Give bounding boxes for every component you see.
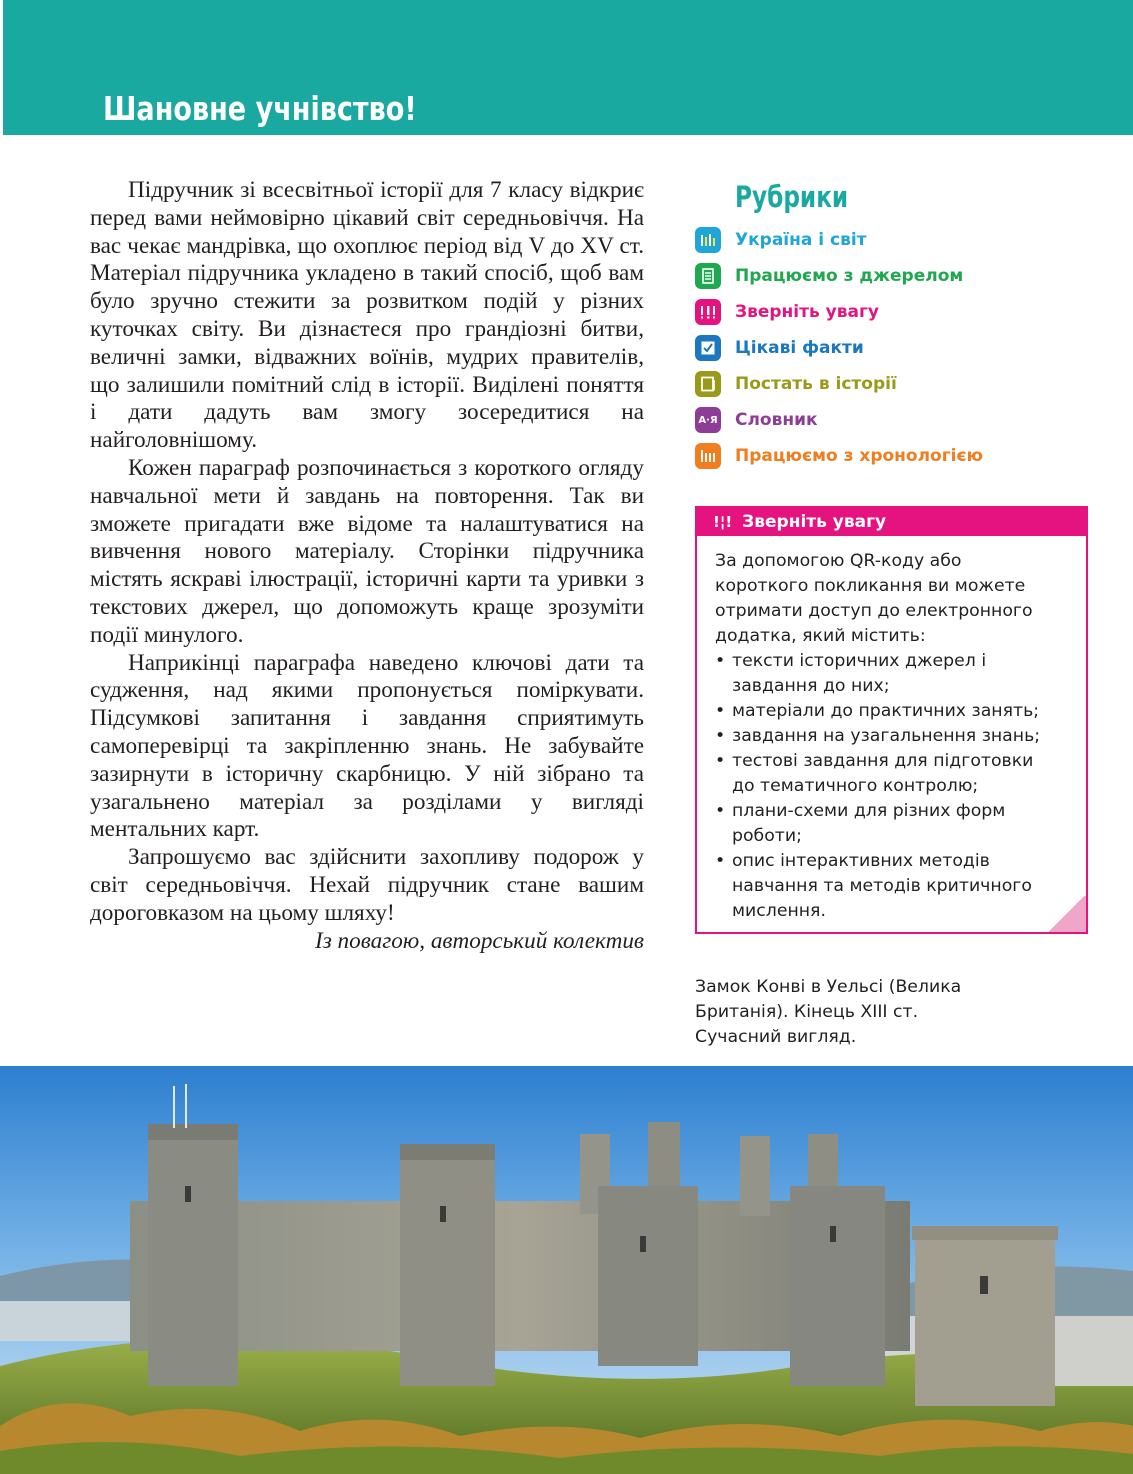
intro-text [90, 177, 644, 955]
rubric-label: Працюємо з хронологією [735, 446, 984, 466]
caption-line: Сучасний вигляд. [695, 1027, 857, 1047]
chronology-icon [695, 443, 721, 469]
castle-photo [0, 1066, 1133, 1474]
list-item: • опис інтерактивних методів навчання та методів критичного мислення. [715, 849, 1055, 924]
checkbox-icon [695, 335, 721, 361]
list-item: • тестові завдання для підготовки до тематичного контролю; [715, 749, 1055, 799]
attention-box-title: Зверніть увагу [742, 512, 887, 532]
paragraph-3: Наприкінці параграфа наведено ключові дати та судження, над якими пропонується поміркувати. Підсумкові запитання і завдання сприятимуть самоперевірці та закріпленню знань. Не забувайте зазирнути в історичну скарбницю. У ній зібрано та узагальнено матеріал за розділами у вигляді ментальних карт. [90, 649, 644, 843]
list-item: • завдання на узагальнення знань; [715, 724, 1055, 749]
rubrics-title: Рубрики [735, 180, 849, 214]
list-item: • матеріали до практичних занять; [715, 699, 1055, 724]
rubric-attention [695, 297, 879, 327]
attention-box-body [715, 549, 1055, 924]
photo-caption [695, 975, 995, 1050]
ukraine-world-icon [695, 227, 721, 253]
rubric-dictionary [695, 405, 818, 435]
page-title: Шановне учнівство! [103, 89, 417, 128]
attention-list [715, 649, 1055, 924]
source-document-icon [695, 263, 721, 289]
paragraph-4: Запрошуємо вас здійснити захопливу подорож у світ середньовіччя. Нехай підручник стане вашим дороговказом на цьому шляху! [90, 844, 644, 926]
attention-icon [695, 299, 721, 325]
rubric-label: Україна і світ [735, 230, 867, 250]
rubric-label: Працюємо з джерелом [735, 266, 964, 286]
paragraph-1: Підручник зі всесвітньої історії для 7 класу відкриє перед вами неймовірно цікавий світ середньовіччя. На вас чекає мандрівка, що охоплює період від V до XV ст. Матеріал підручника укладено в такий спосіб, щоб вам було зручно стежити за розвитком подій у різних куточках світу. Ви дізнаєтеся про грандіозні битви, величні замки, відважних воїнів, мудрих правителів, що залишили помітний слід в історії. Виділені поняття і дати дадуть вам змогу зосередитися на найголовнішому. [90, 177, 644, 454]
rubric-label: Постать в історії [735, 374, 897, 394]
attention-box [695, 506, 1088, 934]
portrait-icon [695, 371, 721, 397]
attention-box-header [697, 508, 1086, 536]
rubric-figure [695, 369, 897, 399]
list-item: • плани-схеми для різних форм роботи; [715, 799, 1055, 849]
rubric-chronology [695, 441, 983, 471]
header-banner [3, 0, 1133, 135]
paragraph-2: Кожен параграф розпочинається з короткого огляду навчальної мети й завдань на повторення. Так ви зможете пригадати вже відоме та налаштуватися на вивчення нового матеріалу. Сторінки підручника містять яскраві ілюстрації, історичні карти та уривки з текстових джерел, що допоможуть краще зрозуміти події минулого. [90, 454, 644, 648]
page-corner-decoration [1046, 896, 1086, 932]
attention-intro: За допомогою QR-коду або короткого покликання ви можете отримати доступ до електронного додатка, який містить: [715, 551, 1033, 646]
caption-line: Британія). Кінець XIII ст. [695, 1002, 919, 1022]
rubric-facts [695, 333, 864, 363]
rubric-label: Зверніть увагу [735, 302, 879, 322]
attention-icon: !¦! [713, 513, 733, 531]
dictionary-icon: А·Я [695, 407, 721, 433]
rubric-source [695, 261, 963, 291]
rubric-ukraine-world [695, 225, 867, 255]
signature: Із повагою, авторський колектив [314, 927, 644, 954]
list-item: • тексти історичних джерел і завдання до них; [715, 649, 1055, 699]
rubric-label: Словник [735, 410, 818, 430]
rubric-label: Цікаві факти [735, 338, 864, 358]
caption-line: Замок Конві в Уельсі (Велика [695, 977, 962, 997]
